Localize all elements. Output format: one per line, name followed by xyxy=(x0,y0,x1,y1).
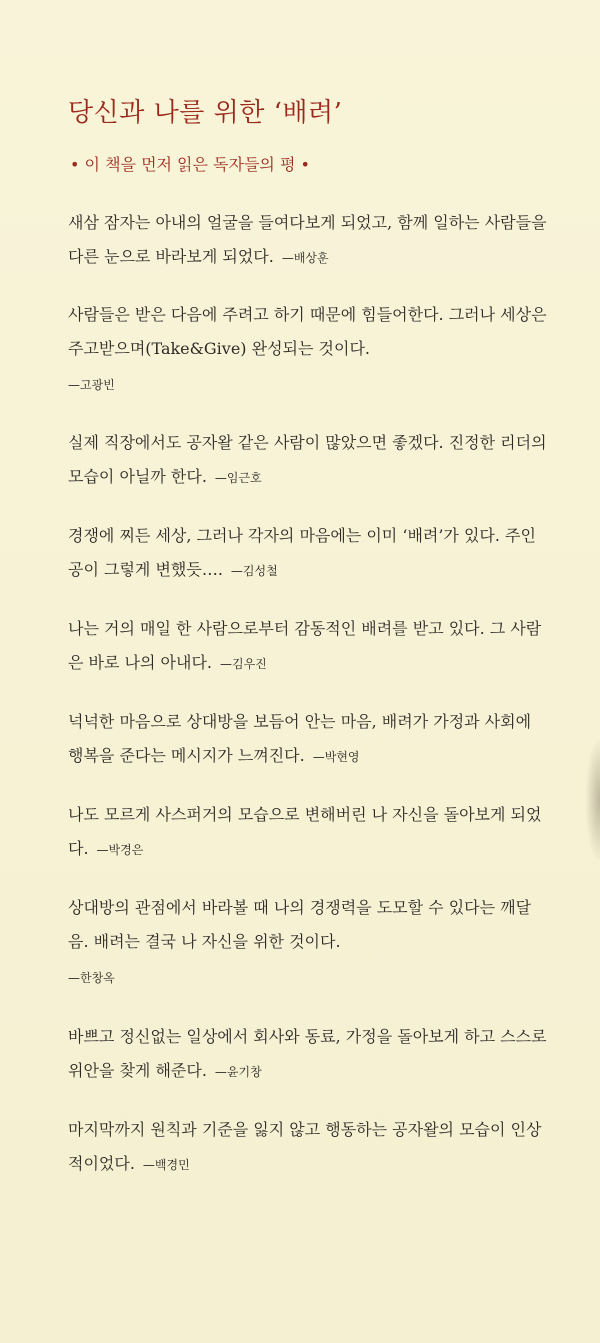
review-3 xyxy=(68,426,548,495)
review-author: —박경은 xyxy=(96,843,144,857)
review-8 xyxy=(68,891,548,995)
review-text: 경쟁에 찌든 세상, 그러나 각자의 마음에는 이미 ‘배려’가 있다. 주인공이 그렇게 변했듯…. xyxy=(68,526,536,579)
review-2 xyxy=(68,298,548,402)
review-5 xyxy=(68,612,548,681)
review-text: 넉넉한 마음으로 상대방을 보듬어 안는 마음, 배려가 가정과 사회에 행복을 준다는 메시지가 느껴진다. xyxy=(68,712,532,765)
review-author: —한창옥 xyxy=(68,971,115,985)
review-author: —백경민 xyxy=(142,1158,190,1172)
review-text: 바쁘고 정신없는 일상에서 회사와 동료, 가정을 돌아보게 하고 스스로 위안을 찾게 해준다. xyxy=(68,1027,547,1080)
review-text: 실제 직장에서도 공자왈 같은 사람이 많았으면 좋겠다. 진정한 리더의 모습이 아닐까 한다. xyxy=(68,433,547,486)
review-author: —임근호 xyxy=(214,471,262,485)
review-author: —김성철 xyxy=(230,564,278,578)
review-9 xyxy=(68,1020,548,1089)
page-subtitle: • 이 책을 먼저 읽은 독자들의 평 • xyxy=(70,155,310,174)
review-6 xyxy=(68,705,548,774)
review-author: —배상훈 xyxy=(281,251,329,265)
review-4 xyxy=(68,519,548,588)
review-author: —고광빈 xyxy=(68,378,115,392)
review-text: 사람들은 받은 다음에 주려고 하기 때문에 힘들어한다. 그러나 세상은 주고받으며(Take&Give) 완성되는 것이다. xyxy=(68,305,547,358)
page-edge-shadow xyxy=(586,740,600,860)
review-text: 마지막까지 원칙과 기준을 잃지 않고 행동하는 공자왈의 모습이 인상적이었다. xyxy=(68,1120,542,1173)
review-author: —박현영 xyxy=(312,750,360,764)
review-author: —김우진 xyxy=(220,657,267,671)
review-text: 나는 거의 매일 한 사람으로부터 감동적인 배려를 받고 있다. 그 사람은 바로 나의 아내다. xyxy=(68,619,542,672)
review-7 xyxy=(68,798,548,867)
review-text: 상대방의 관점에서 바라볼 때 나의 경쟁력을 도모할 수 있다는 깨달음. 배려는 결국 나 자신을 위한 것이다. xyxy=(68,898,532,951)
review-text: 새삼 잠자는 아내의 얼굴을 들여다보게 되었고, 함께 일하는 사람들을 다른 눈으로 바라보게 되었다. xyxy=(68,213,547,266)
review-text: 나도 모르게 사스퍼거의 모습으로 변해버린 나 자신을 돌아보게 되었다. xyxy=(68,805,542,858)
review-1 xyxy=(68,206,548,275)
page-title: 당신과 나를 위한 ‘배려’ xyxy=(68,98,343,128)
review-author: —윤기창 xyxy=(214,1065,262,1079)
review-10 xyxy=(68,1113,548,1182)
